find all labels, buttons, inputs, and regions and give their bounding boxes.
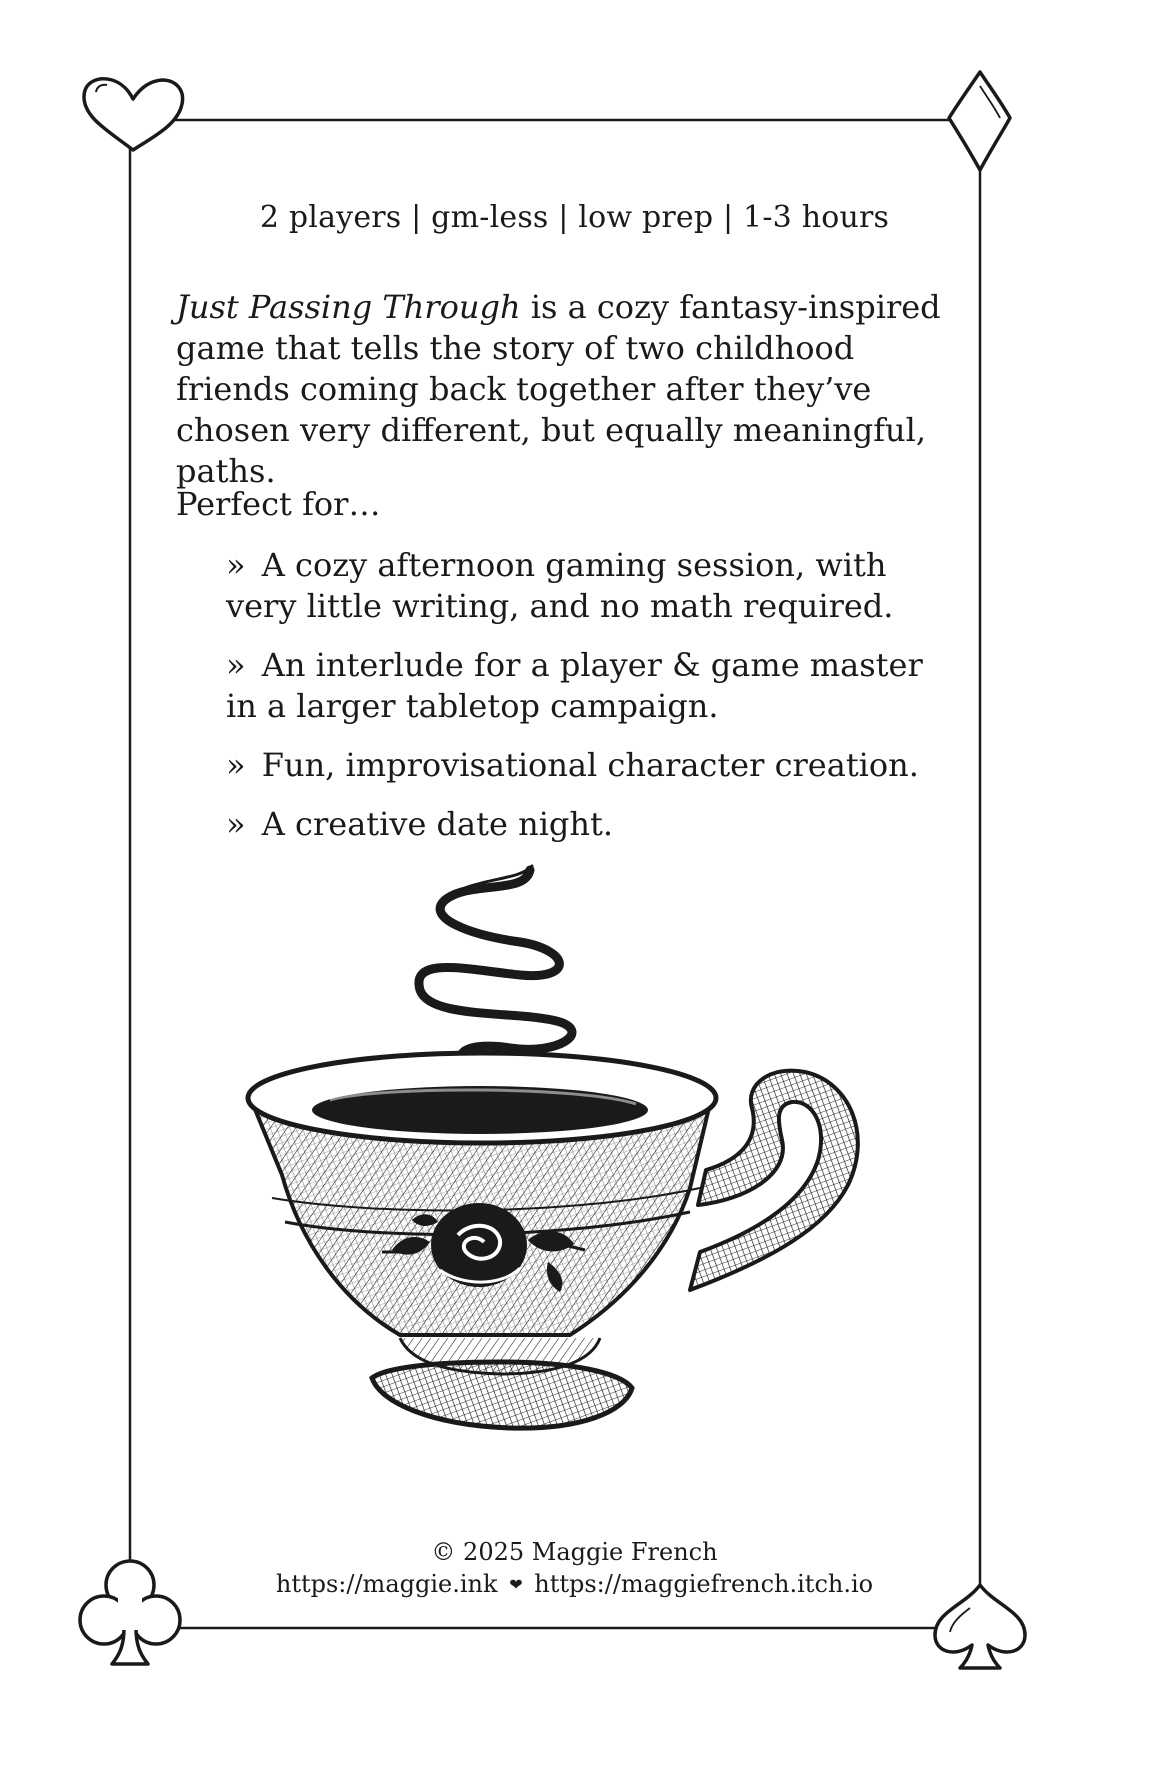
- game-meta-line: 2 players | gm-less | low prep | 1-3 hours: [259, 200, 890, 235]
- perfect-for-heading: Perfect for…: [176, 485, 381, 523]
- game-title: Just Passing Through: [176, 288, 521, 326]
- heart-separator-icon: ❤: [509, 1575, 523, 1594]
- list-item-text: A cozy afternoon gaming session, with very little writing, and no math required.: [226, 546, 894, 625]
- footer-links: [0, 1568, 1149, 1601]
- bullet-marker: »: [226, 805, 246, 843]
- website-link[interactable]: https://maggie.ink: [275, 1570, 498, 1598]
- bullet-marker: »: [226, 746, 246, 784]
- bullet-marker: »: [226, 646, 246, 684]
- bullet-marker: »: [226, 546, 246, 584]
- copyright-text: © 2025 Maggie French: [431, 1538, 718, 1566]
- itch-link[interactable]: https://maggiefrench.itch.io: [534, 1570, 874, 1598]
- intro-text: is a cozy fantasy-inspired game that tells the story of two childhood friends coming back together after they’ve chosen very different, but equally meaningful, paths.: [176, 288, 941, 490]
- footer: [0, 1536, 1149, 1601]
- list-item-text: A creative date night.: [261, 805, 614, 843]
- cup-rim: [248, 1053, 716, 1143]
- cup-foot: [372, 1338, 632, 1428]
- list-item-text: Fun, improvisational character creation.: [261, 746, 919, 784]
- list-item-text: An interlude for a player & game master in a larger tabletop campaign.: [226, 646, 923, 725]
